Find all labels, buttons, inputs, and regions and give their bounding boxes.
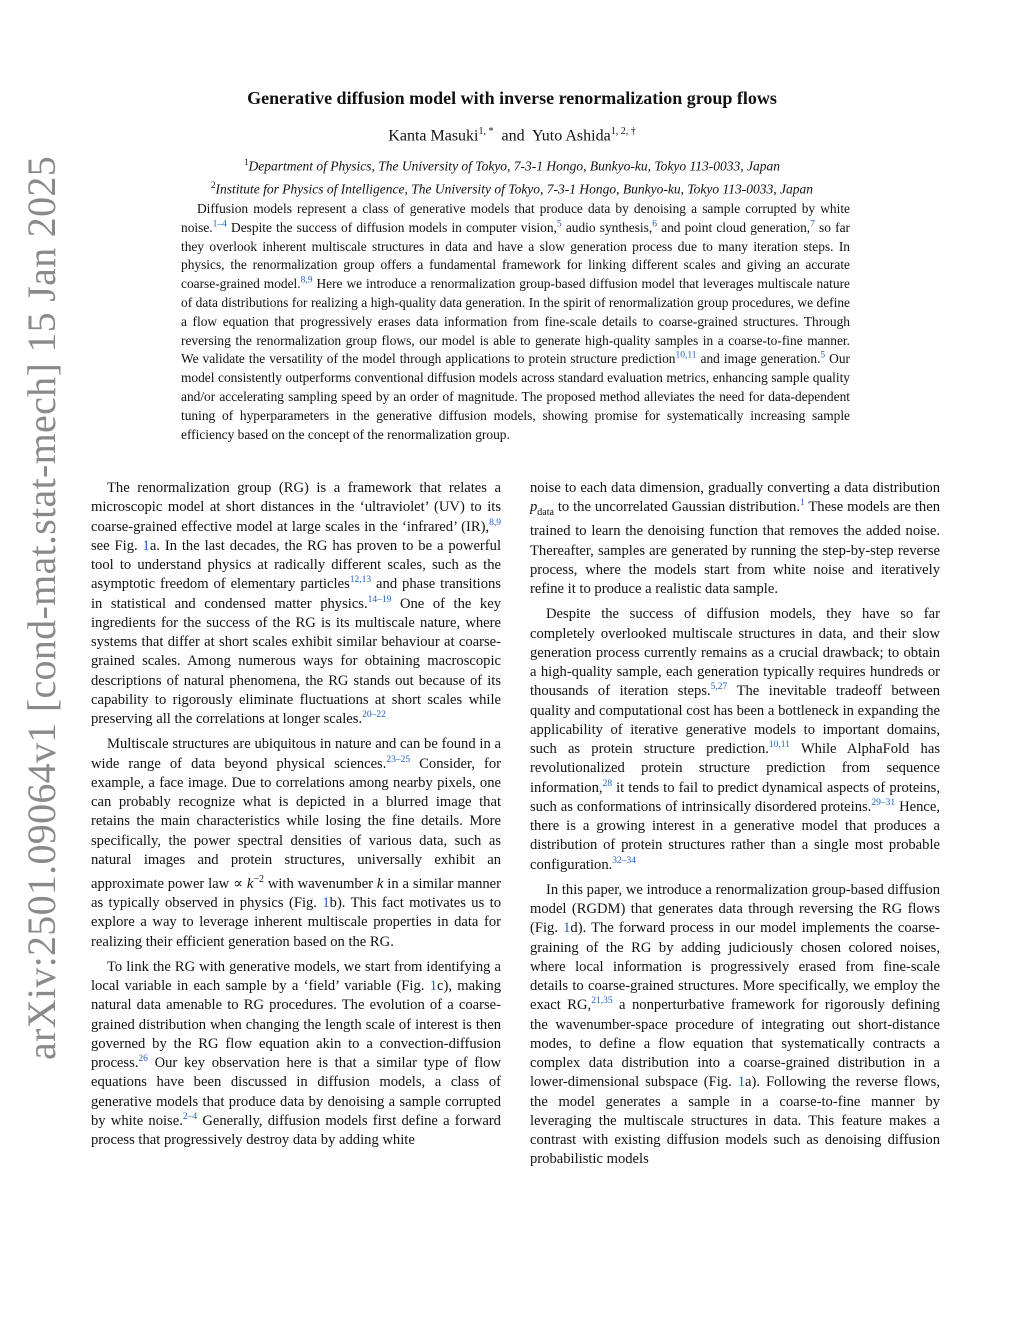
- citation-link[interactable]: 6: [652, 219, 657, 230]
- citation-link[interactable]: 23–25: [386, 754, 411, 765]
- citation-link[interactable]: 28: [602, 778, 613, 789]
- citation-link[interactable]: 2–4: [182, 1112, 198, 1122]
- author-name: Kanta Masuki: [388, 127, 479, 145]
- citation-link[interactable]: 32–34: [612, 855, 637, 866]
- body-paragraph: noise to each data dimension, gradually converting a data distribution $p_{data}$ to the uncorrelated Gaussian distribution.$^1$ These models are then trained to learn the denoising function that removes the added noise. Thereafter, samples are generated by running the step-by-step reverse process, where the models start from white noise and iteratively refine it to produce a realistic data sample.: [530, 480, 940, 598]
- citation-link[interactable]: 12,13: [349, 575, 372, 586]
- body-paragraph: Multiscale structures are ubiquitous in nature and can be found in a wide range of data beyond physical sciences.$^{23-25}$ Consider, for example, a face image. Due to correlations among nearby pixels, one can probably recognize what is depicted in a blurred image that retains the main characteristics while losing the fine details. More specifically, the power spectral densities of various data, such as natural images and protein structures, universally exhibit an approximate power law ∝ $k^{-2}$ with wavenumber k in a similar manner as typically observed in physics (Fig. 1b). This fact motivates us to explore a way to leverage inherent multiscale properties in data for realizing their efficient generation based on the RG.: [91, 736, 502, 950]
- figure-link[interactable]: 1: [737, 1074, 746, 1091]
- affiliation-text: Department of Physics, The University of Tokyo, 7-3-1 Hongo, Bunkyo-ku, Tokyo 113-0033, Japan: [248, 158, 781, 174]
- citation-link[interactable]: 10,11: [768, 740, 790, 751]
- citation-link[interactable]: 8,9: [300, 275, 313, 286]
- citation-link[interactable]: 8,9: [489, 517, 501, 528]
- author-conjunction: and: [501, 127, 525, 145]
- figure-link[interactable]: 1: [563, 920, 571, 937]
- author-affil-marker: 1, 2, †: [610, 126, 636, 137]
- figure-link[interactable]: 1: [142, 537, 150, 554]
- abstract: [181, 200, 850, 444]
- author-name: Yuto Ashida: [532, 127, 611, 145]
- figure-link[interactable]: 1: [429, 978, 437, 995]
- citation-link[interactable]: 20–22: [362, 710, 386, 721]
- author-affil-marker: 1, *: [478, 126, 494, 137]
- figure-link[interactable]: 1: [322, 895, 330, 912]
- arxiv-side-stamp: arXiv:2501.09064v1 [cond-mat.stat-mech] 15 Jan 2025: [19, 156, 64, 1060]
- abstract-paragraph: Diffusion models represent a class of generative models that produce data by denoising a sample corrupted by white noise.$^{1-4}$ Despite the success of diffusion models in computer vision,$^5$ audio synthesis,$^6$ and point cloud generation,$^7$ so far they overlook inherent multiscale structures in data and have a slow generation process due to many iteration steps. In physics, the renormalization group offers a fundamental framework for linking different scales and giving an accurate coarse-grained model.$^{8,9}$ Here we introduce a renormalization group-based diffusion model that leverages multiscale nature of data distributions for realizing a high-quality data generation. In the spirit of renormalization group procedures, we define a flow equation that progressively erases data information from fine-scale details to coarse-grained structures. Through reversing the renormalization group flows, our model is able to generate high-quality samples in a coarse-to-fine manner. We validate the versatility of the model through applications to protein structure prediction$^{10,11}$ and image generation.$^5$ Our model consistently outperforms conventional diffusion models across standard evaluation metrics, enhancing sample quality and/or accelerating sampling speed by an order of magnitude. The proposed method alleviates the need for data-dependent tuning of hyperparameters in the generative diffusion models, showing promise for systematically increasing sample efficiency based on the concept of the renormalization group.: [181, 201, 850, 442]
- citation-link[interactable]: 21,35: [591, 996, 613, 1007]
- paper-title: Generative diffusion model with inverse renormalization group flows: [247, 88, 777, 108]
- citation-link[interactable]: 5: [556, 219, 562, 230]
- body-column-left: [91, 479, 501, 1156]
- body-paragraph: In this paper, we introduce a renormalization group-based diffusion model (RGDM) that generates data through reversing the RG flows (Fig. 1d). The forward process in our model implements the coarse-graining of the RG by adding judiciously chosen colored noises, where local information is progressively erased from fine-scale details to coarse-grained structures. More specifically, we employ the exact RG,$^{21,35}$ a nonperturbative framework for rigorously defining the wavenumber-space procedure of integrating out short-distance modes, to define a flow equation that systematically contracts a complex data distribution into a coarse-grained distribution in a lower-dimensional subspace (Fig. 1a). Following the reverse flows, the model generates a sample in a coarse-to-fine manner by leveraging the multiscale structures in data. This feature makes a contrast with existing diffusion models such as denoising diffusion probabilistic models: [530, 881, 941, 1168]
- affiliation: [0, 153, 1024, 176]
- citation-link[interactable]: 1–4: [212, 219, 227, 230]
- affiliation-number: 1: [243, 157, 249, 167]
- citation-link[interactable]: 29–31: [871, 798, 896, 809]
- affiliations: [0, 153, 1024, 198]
- affiliation: [0, 176, 1024, 199]
- citation-link[interactable]: 7: [810, 219, 815, 230]
- body-paragraph: Despite the success of diffusion models, they have so far completely overlooked multiscale structures in data, and their slow generation process currently remains as a crucial drawback; to obtain a high-quality sample, each generation typically requires hundreds or thousands of iteration steps.$^{5,27}$ The inevitable tradeoff between quality and computational cost has been a bottleneck in expanding the applicability of iterative generative models to important domains, such as protein structure prediction.$^{10,11}$ While AlphaFold has revolutionalized protein structure prediction from sequence information,$^{28}$ it tends to fail to predict dynamical aspects of proteins, such as conformations of intrinsically disordered proteins.$^{29-31}$ Hence, there is a growing interest in a generative model that produces a distribution of protein structures rather than a single most probable configuration.$^{32-34}$: [530, 606, 940, 873]
- body-paragraph: The renormalization group (RG) is a framework that relates a microscopic model at short distances in the ‘ultraviolet’ (UV) to its coarse-grained effective model at large scales in the ‘infrared’ (IR),$^{8,9}$ see Fig. 1a. In the last decades, the RG has proven to be a powerful tool to understand physics at radically different scales, such as the asymptotic freedom of elementary particles$^{12,13}$ and phase transitions in statistical and condensed matter physics.$^{14-19}$ One of the key ingredients for the success of the RG is its multiscale nature, where systems that differ at short scales exhibit similar behaviour at coarse-grained scales. Among numerous ways for obtaining macroscopic descriptions of natural phenomena, the RG stands out because of its capability to rigorously eliminate fluctuations at short scales while preserving all the correlations at longer scales.$^{20-22}$: [91, 480, 501, 727]
- body-paragraph: To link the RG with generative models, we start from identifying a local variable in each sample by a ‘field’ variable (Fig. 1c), making natural data amenable to RG procedures. The evolution of a coarse-grained distribution when changing the length scale of interest is then governed by the RG flow equation akin to a convection-diffusion process.$^{26}$ Our key observation here is that a similar type of flow equations have been discussed in diffusion models, a class of generative models that produce data by denoising a sample corrupted by white noise.$^{2-4}$ Generally, diffusion models first define a forward process that progressively destroy data by adding white: [91, 958, 501, 1149]
- citation-link[interactable]: 26: [138, 1054, 148, 1065]
- citation-link[interactable]: 5,27: [710, 682, 728, 693]
- citation-link[interactable]: 14–19: [367, 594, 392, 605]
- affiliation-text: Institute for Physics of Intelligence, The University of Tokyo, 7-3-1 Hongo, Bunkyo-ku, Tokyo 113-0033, Japan: [215, 181, 813, 196]
- citation-link[interactable]: 1: [799, 498, 805, 509]
- affiliation-number: 2: [210, 179, 216, 190]
- citation-link[interactable]: 10,11: [675, 350, 697, 361]
- author-list: [0, 126, 1024, 145]
- body-column-right: [530, 479, 940, 1176]
- citation-link[interactable]: 5: [820, 350, 826, 361]
